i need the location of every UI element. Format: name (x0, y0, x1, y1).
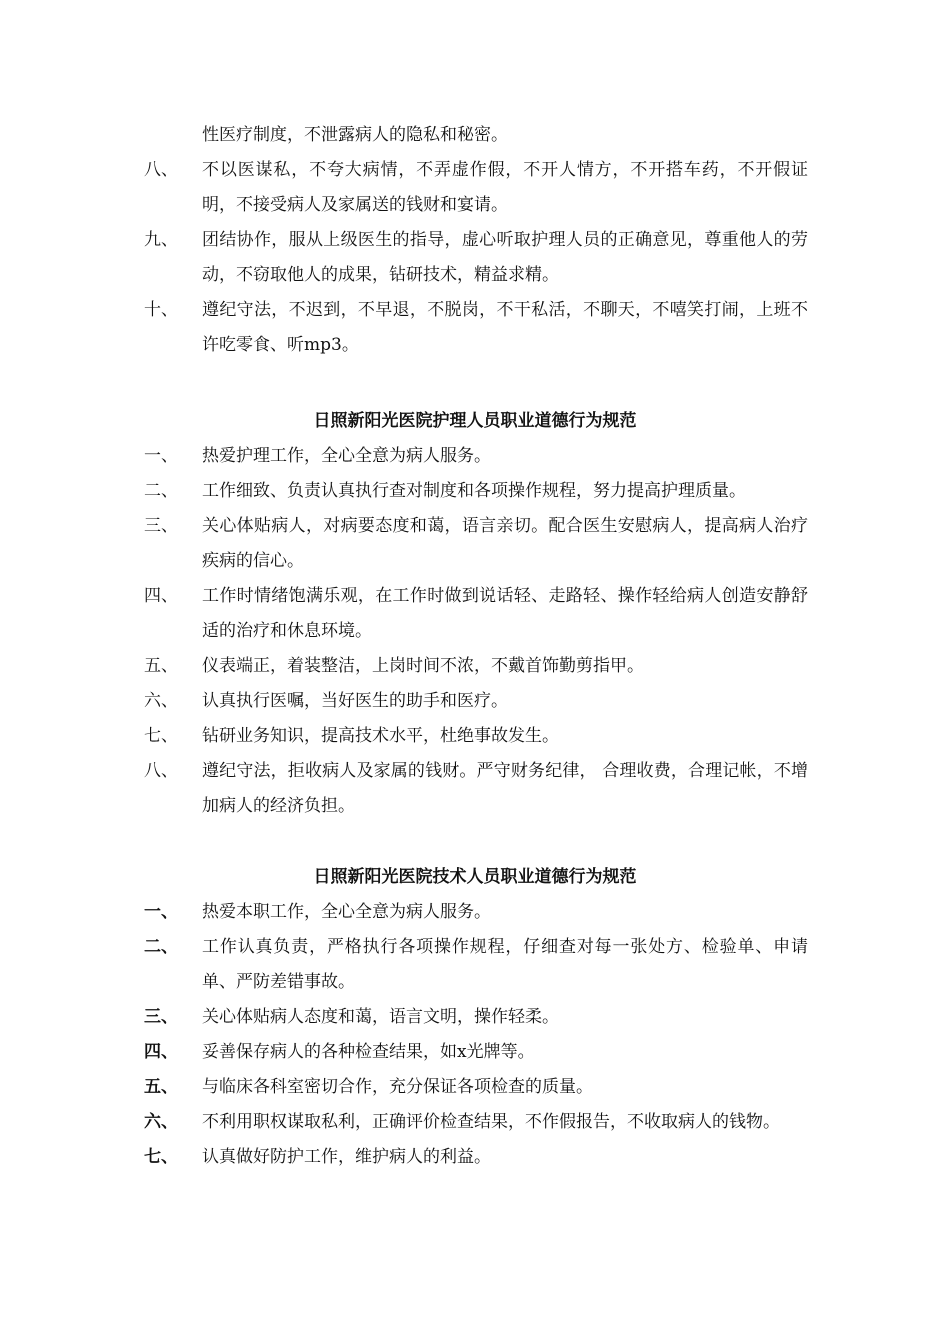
item-number: 二、 (144, 937, 178, 957)
list-item (0, 649, 950, 684)
list-item (0, 474, 950, 509)
item-text: 工作认真负责，严格执行各项操作规程，仔细查对每一张处方、检验单、申请单、严防差错事故。 (202, 937, 808, 992)
item-text: 认真执行医嘱，当好医生的助手和医疗。 (202, 691, 508, 711)
item-text: 不以医谋私，不夸大病情，不弄虚作假，不开人情方，不开搭车药，不开假证明，不接受病人及家属送的钱财和宴请。 (202, 160, 808, 215)
item-number: 六、 (144, 691, 178, 711)
item-text: 关心体贴病人，对病要态度和蔼，语言亲切。配合医生安慰病人，提高病人治疗疾病的信心。 (202, 516, 808, 571)
item-number: 五、 (144, 1077, 178, 1097)
item-text: 遵纪守法，不迟到，不早退，不脱岗，不干私活，不聊天，不嘻笑打闹，上班不许吃零食、听mp3。 (202, 300, 808, 355)
list-item (0, 684, 950, 719)
list-item (0, 439, 950, 474)
item-number: 一、 (144, 902, 178, 922)
list-item (0, 1000, 950, 1035)
list-item (0, 118, 950, 153)
item-text: 认真做好防护工作，维护病人的利益。 (202, 1147, 491, 1167)
item-number: 八、 (144, 761, 178, 781)
doctor-code-list (0, 153, 950, 363)
item-number: 一、 (144, 446, 178, 466)
item-text: 钻研业务知识，提高技术水平，杜绝事故发生。 (202, 726, 559, 746)
item-text: 工作时情绪饱满乐观，在工作时做到说话轻、走路轻、操作轻给病人创造安静舒适的治疗和休息环境。 (202, 586, 808, 641)
technical-section-title: 日照新阳光医院技术人员职业道德行为规范 (313, 867, 637, 887)
item-text: 关心体贴病人态度和蔼，语言文明，操作轻柔。 (202, 1007, 559, 1027)
item-number: 十、 (144, 300, 178, 320)
item-number: 五、 (144, 656, 178, 676)
list-item (0, 1035, 950, 1070)
item-text: 与临床各科室密切合作，充分保证各项检查的质量。 (202, 1077, 593, 1097)
item-number: 四、 (144, 1042, 178, 1062)
item-number: 二、 (144, 481, 178, 501)
doctor-code-continued (0, 118, 950, 153)
item-text: 热爱本职工作，全心全意为病人服务。 (202, 902, 491, 922)
item-text: 性医疗制度，不泄露病人的隐私和秘密。 (202, 125, 508, 145)
item-text: 工作细致、负责认真执行查对制度和各项操作规程，努力提高护理质量。 (202, 481, 746, 501)
item-text: 不利用职权谋取私利，正确评价检查结果，不作假报告，不收取病人的钱物。 (202, 1112, 780, 1132)
item-number: 三、 (144, 1007, 178, 1027)
list-item (0, 509, 950, 579)
list-item (0, 579, 950, 649)
item-number: 三、 (144, 516, 178, 536)
item-text: 热爱护理工作，全心全意为病人服务。 (202, 446, 491, 466)
item-number: 七、 (144, 726, 178, 746)
list-item (0, 223, 950, 293)
list-item (0, 153, 950, 223)
list-item (0, 1105, 950, 1140)
item-text: 妥善保存病人的各种检查结果，如x光牌等。 (202, 1042, 535, 1062)
list-item (0, 930, 950, 1000)
item-number: 八、 (144, 160, 178, 180)
technical-code-list (0, 895, 950, 1175)
list-item (0, 895, 950, 930)
nursing-code-list (0, 439, 950, 824)
item-number: 四、 (144, 586, 178, 606)
list-item (0, 293, 950, 363)
item-number: 六、 (144, 1112, 178, 1132)
item-text: 团结协作，服从上级医生的指导，虚心听取护理人员的正确意见，尊重他人的劳动，不窃取他人的成果，钻研技术，精益求精。 (202, 230, 808, 285)
list-item (0, 1070, 950, 1105)
item-text: 遵纪守法，拒收病人及家属的钱财。严守财务纪律， 合理收费，合理记帐，不增加病人的经济负担。 (202, 761, 808, 816)
list-item (0, 754, 950, 824)
item-number: 七、 (144, 1147, 178, 1167)
nursing-section-title: 日照新阳光医院护理人员职业道德行为规范 (313, 411, 637, 431)
item-text: 仪表端正，着装整洁，上岗时间不浓，不戴首饰勤剪指甲。 (202, 656, 644, 676)
list-item (0, 719, 950, 754)
item-number: 九、 (144, 230, 178, 250)
list-item (0, 1140, 950, 1175)
